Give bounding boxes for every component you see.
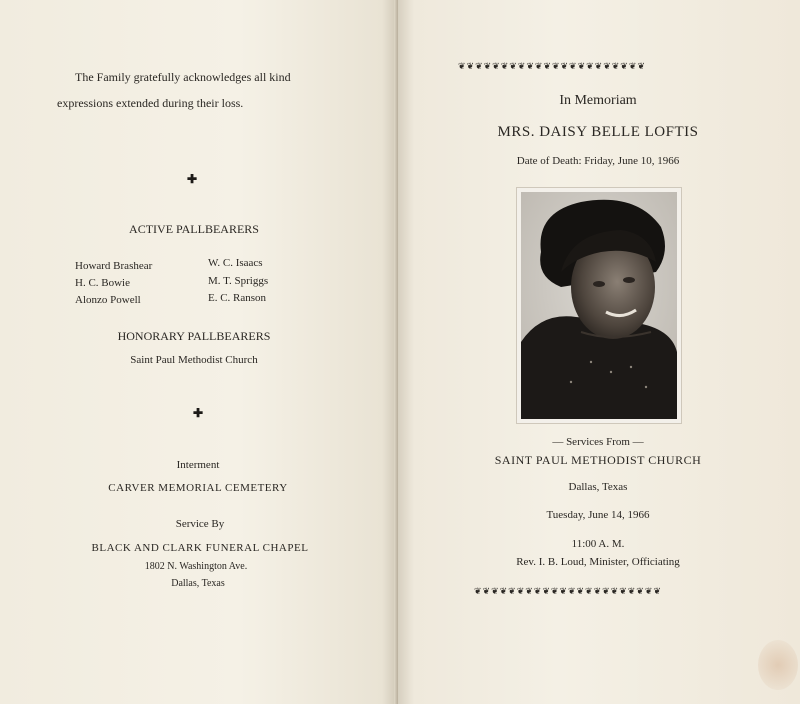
right-page <box>398 0 800 704</box>
interment-heading: Interment <box>176 459 220 471</box>
active-pallbearers-heading: ACTIVE PALLBEARERS <box>129 222 259 236</box>
honorary-pallbearers: Saint Paul Methodist Church <box>130 354 258 366</box>
church-name: SAINT PAUL METHODIST CHURCH <box>494 453 702 467</box>
date-of-death: Date of Death: Friday, June 10, 1966 <box>516 155 680 167</box>
funeral-home-city: Dallas, Texas <box>171 578 225 589</box>
interment-place: CARVER MEMORIAL CEMETERY <box>108 482 288 494</box>
ornamental-border-top: ❦❦❦❦❦❦❦❦❦❦❦❦❦❦❦❦❦❦❦❦❦❦ <box>458 61 646 71</box>
pallbearer-name: M. T. Spriggs <box>208 275 269 287</box>
paper-stain <box>758 640 798 690</box>
funeral-home-address: 1802 N. Washington Ave. <box>144 561 248 572</box>
pallbearer-name: Alonzo Powell <box>75 294 141 306</box>
ornamental-border-bottom: ❦❦❦❦❦❦❦❦❦❦❦❦❦❦❦❦❦❦❦❦❦❦ <box>474 586 662 596</box>
honorary-pallbearers-heading: HONORARY PALLBEARERS <box>117 329 271 343</box>
deceased-name: MRS. DAISY BELLE LOFTIS <box>497 124 699 140</box>
church-city: Dallas, Texas <box>568 481 628 493</box>
pallbearer-name: H. C. Bowie <box>75 277 130 289</box>
funeral-home: BLACK AND CLARK FUNERAL CHAPEL <box>91 542 309 554</box>
cross-ornament-icon: ✚ <box>187 172 198 186</box>
service-by-heading: Service By <box>175 518 225 530</box>
left-page <box>0 0 398 704</box>
pallbearer-name: W. C. Isaacs <box>208 257 263 269</box>
cross-ornament-icon: ✚ <box>193 406 204 420</box>
portrait-photo <box>516 187 682 424</box>
services-from-label: — Services From — <box>552 436 644 448</box>
acknowledgement-line-2: expressions extended during their loss. <box>57 96 244 110</box>
acknowledgement-line-1: The Family gratefully acknowledges all kind <box>75 70 291 84</box>
service-time: 11:00 A. M. <box>571 538 625 550</box>
service-date: Tuesday, June 14, 1966 <box>546 509 650 521</box>
officiant: Rev. I. B. Loud, Minister, Officiating <box>516 556 680 568</box>
in-memoriam-heading: In Memoriam <box>559 93 637 108</box>
pallbearer-name: Howard Brashear <box>75 260 153 272</box>
pallbearer-name: E. C. Ranson <box>208 292 267 304</box>
portrait-image <box>521 192 677 419</box>
